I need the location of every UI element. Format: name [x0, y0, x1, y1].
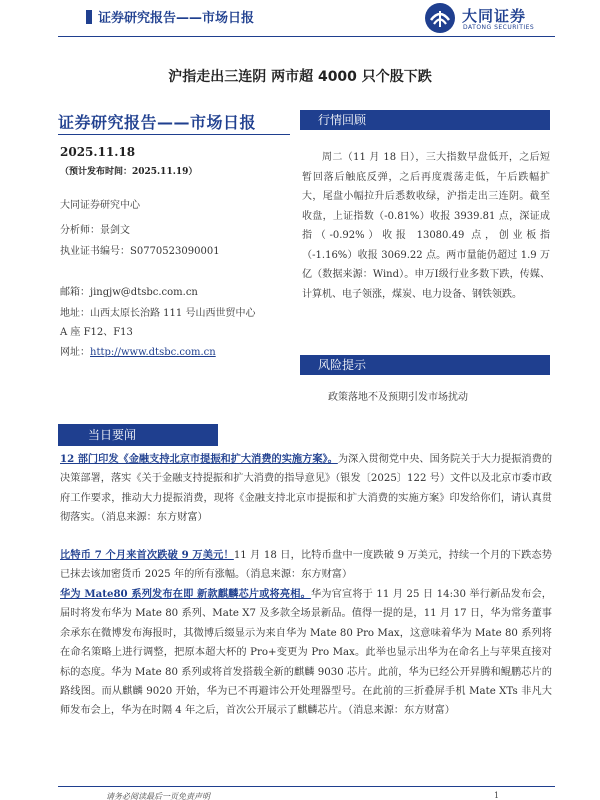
news-headline[interactable]: 比特币 7 个月来首次跌破 9 万美元！ — [60, 549, 234, 561]
news-item — [60, 546, 552, 585]
left-divider — [58, 134, 290, 135]
page-number: 1 — [494, 791, 500, 800]
news-tag: 当日要闻 — [58, 424, 218, 446]
news-headline[interactable]: 华为 Mate80 系列发布在即 新款麒麟芯片或将亮相。 — [60, 588, 311, 600]
news-body: 11 月 18 日，比特币盘中一度跌破 9 万美元，持续一个月的下跌态势已抹去该加密货币 2025 年的所有涨幅。（消息来源：东方财富） — [60, 550, 552, 581]
header-title: 证券研究报告——市场日报 — [98, 11, 255, 26]
header-accent-bar — [86, 10, 92, 24]
report-date: 2025.11.18 — [60, 145, 136, 159]
header-divider — [58, 36, 555, 37]
market-review-tag: 行情回顾 — [300, 110, 550, 130]
news-body: 为深入贯彻党中央、国务院关于大力提振消费的决策部署，落实《关于金融支持提振和扩大消费的指导意见》（银发〔2025〕122 号）文件以及北京市委市政府工作要求，推动大力提振消费，现将《金融支持北京市提振和扩大消费的实施方案》印发给你们，请认真贯彻落实。（消息来源：东方财富） — [60, 454, 553, 524]
website-label: 网址： — [60, 347, 90, 358]
logo-mark-icon — [424, 2, 456, 34]
market-review-text: 周二（11 月 18 日），三大指数早盘低开，之后短暂回落后触底反弹，之后再度震荡走低，午后跌幅扩大，尾盘小幅拉升后悉数收绿，沪指走出三连阴。截至收盘，上证指数（-0.81%）收报 3939.81 点，深证成指（-0.92%）收报 13080.49 点，创业板指（-1.16%）收报 3069.22 点。两市量能仍超过 1.9 万亿（数据来源：Wind）。申万Ⅰ级行业多数下跌，传媒、计算机、电子领涨，煤炭、电力设备、钢铁领跌。 — [302, 152, 550, 300]
report-section-title: 证券研究报告——市场日报 — [58, 113, 257, 132]
risk-text: 政策落地不及预期引发市场扰动 — [328, 392, 468, 403]
logo-text-en: DATONG SECURITIES — [463, 24, 535, 31]
company-logo — [424, 2, 554, 36]
logo-text-cn: 大同证券 — [462, 7, 527, 25]
license-number: 执业证书编号：S0770523090001 — [60, 246, 220, 257]
news-body: 华为官宣将于 11 月 25 日 14:30 举行新品发布会，届时将发布华为 Mate 80 系列、Mate X7 及多款全场景新品。值得一提的是，11 月 17 日，华为常务董事余承东在微博发布海报时，其微博后缀显示为来自华为 Mate 80 Pro Max，这意味着华为 Mate 80 系列将在命名策略上进行调整，把原本超大杯的 Pro+变更为 Pro Max。此举也显示出华为在命名上与苹果直接对标的态度。华为 Mate 80 系列或将首发搭载全新的麒麟 9030 芯片。此前，华为已经公开昇腾和鲲鹏芯片的路线图。而从麒麟 9020 开始，华为已不再避讳公开处理器型号。在此前的三折叠屏手机 Mate XTs 非凡大师发布会上，华为在时隔 4 年之后，首次公开展示了麒麟芯片。（消息来源：东方财富） — [60, 589, 552, 717]
news-headline[interactable]: 12 部门印发《金融支持北京市提振和扩大消费的实施方案》。 — [60, 453, 338, 465]
publish-time: （预计发布时间：2025.11.19） — [60, 167, 198, 177]
news-item — [60, 585, 552, 721]
contact-email: 邮箱：jingjw@dtsbc.com.cn — [60, 287, 198, 298]
website-row — [60, 343, 216, 358]
analyst-name: 分析师：景剑文 — [60, 225, 130, 236]
address-line-1: 地址：山西太原长治路 111 号山西世贸中心 — [60, 308, 256, 319]
news-item — [60, 450, 552, 528]
website-link[interactable]: http://www.dtsbc.com.cn — [90, 347, 216, 358]
report-main-title: 沪指走出三连阴 两市超 4000 只个股下跌 — [168, 69, 432, 85]
footer-disclaimer: 请务必阅读最后一页免责声明 — [106, 792, 210, 800]
research-center: 大同证券研究中心 — [60, 200, 140, 211]
risk-tag: 风险提示 — [300, 355, 550, 375]
footer-divider — [58, 786, 555, 787]
address-line-2: A 座 F12、F13 — [60, 327, 133, 338]
